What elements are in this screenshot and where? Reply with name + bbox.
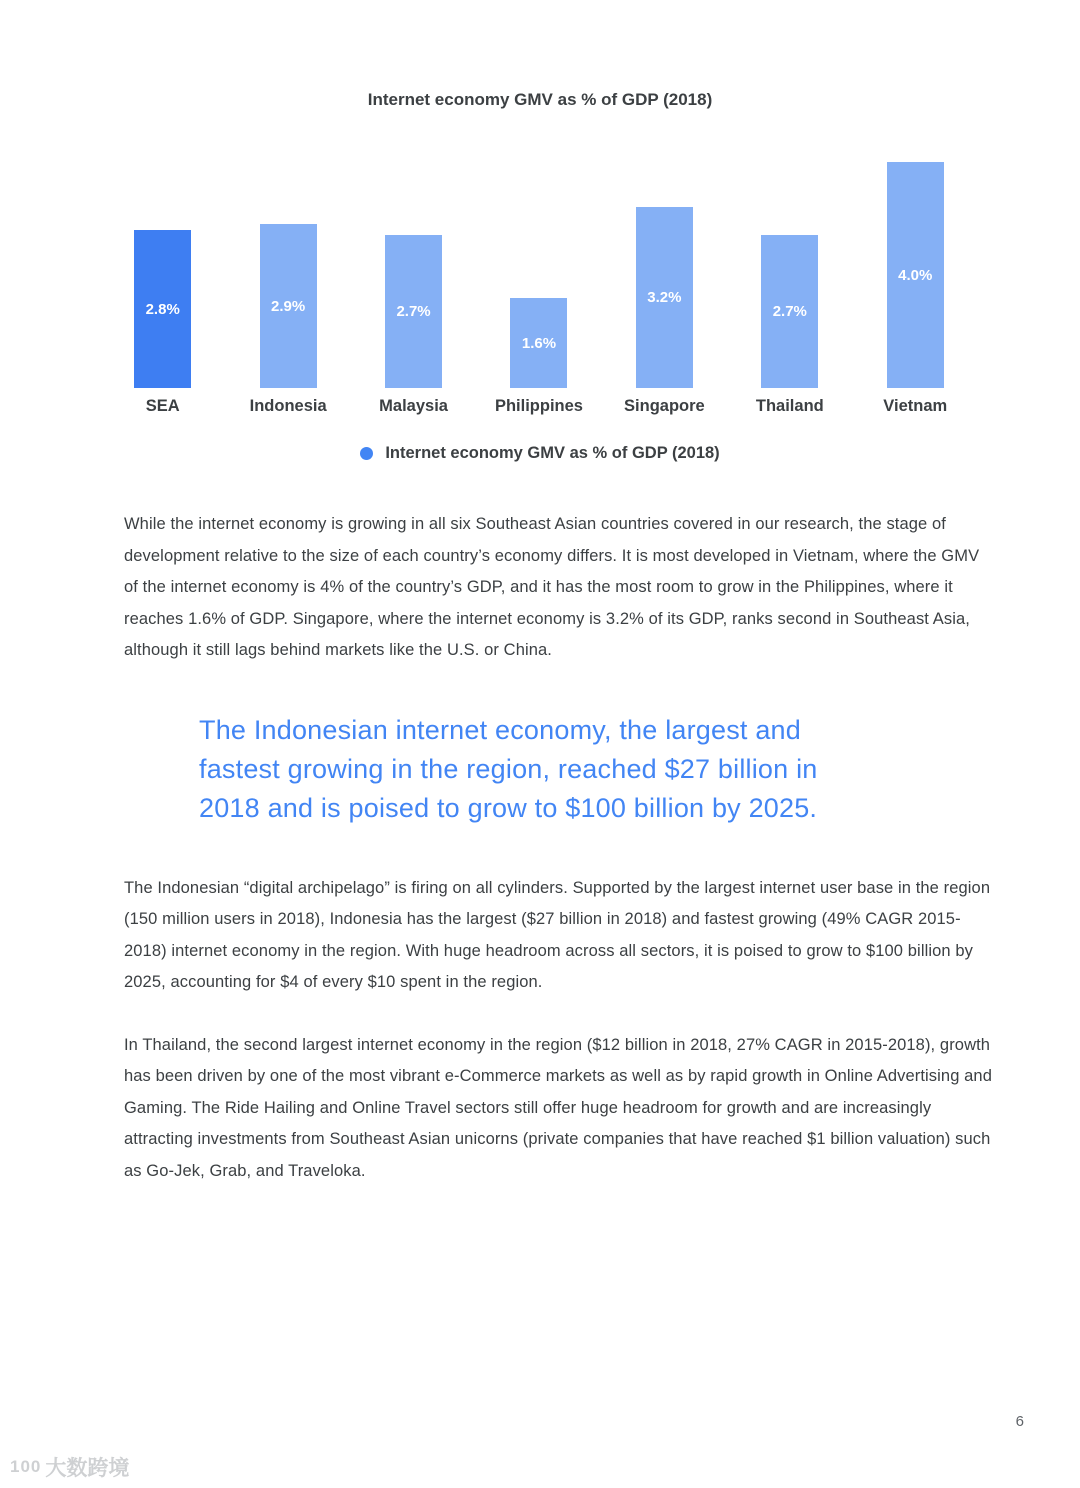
bar-value-label: 2.8% [145, 300, 180, 318]
watermark-logo-icon: 100 [10, 1457, 42, 1476]
bar-value-label: 1.6% [521, 334, 557, 352]
page-number: 6 [1015, 1413, 1024, 1430]
legend-dot-icon [360, 447, 373, 460]
bar-area [134, 162, 191, 388]
bar-value-label: 3.2% [647, 289, 682, 306]
bar-chart [100, 162, 978, 416]
watermark-text: 大数跨境 [45, 1457, 130, 1480]
bar-sea [134, 230, 191, 388]
body-copy [124, 509, 996, 1187]
bar-indonesia [260, 224, 317, 388]
category-label: Indonesia [249, 397, 327, 415]
bar-philippines [510, 298, 567, 388]
chart-column [602, 162, 727, 416]
category-label: Malaysia [379, 397, 448, 415]
chart-title: Internet economy GMV as % of GDP (2018) [367, 90, 713, 109]
category-label: SEA [145, 397, 180, 415]
category-label: Vietnam [883, 397, 948, 415]
chart-column [727, 162, 852, 416]
category-label: Thailand [755, 397, 824, 415]
report-page [0, 90, 1080, 1488]
bar-area [887, 162, 944, 388]
chart-column [476, 162, 601, 416]
bar-value-label: 2.7% [396, 303, 431, 320]
watermark [10, 1452, 129, 1482]
category-label: Philippines [494, 397, 583, 415]
chart-column [853, 162, 978, 416]
bar-area [761, 162, 818, 388]
pull-quote: The Indonesian internet economy, the largest and fastest growing in the region, reached $27 billion in 2018 and is poised to grow to $100 billion by 2025. [199, 714, 818, 823]
bar-value-label: 2.7% [772, 303, 807, 320]
bar-area [510, 162, 567, 388]
chart-column [351, 162, 476, 416]
bar-area [385, 162, 442, 388]
bar-singapore [636, 207, 693, 388]
legend-label: Internet economy GMV as % of GDP (2018) [385, 444, 720, 462]
body-paragraph-3: In Thailand, the second largest internet economy in the region ($12 billion in 2018, 27% CAGR in 2015-2018), growth has been driven by one of the most vibrant e-Commerce markets as well as by rapid growth in Online Advertising and Gaming. The Ride Hailing and Online Travel sectors still offer huge headroom for growth and are increasingly attracting investments from Southeast Asian unicorns (private companies that have reached $1 billion valuation) such as Go-Jek, Grab, and Traveloka. [124, 1035, 992, 1180]
bar-area [260, 162, 317, 388]
bar-vietnam [887, 162, 944, 388]
body-paragraph-1: While the internet economy is growing in all six Southeast Asian countries covered in our research, the stage of development relative to the size of each country’s economy differs. It is most developed in Vietnam, where the GMV of the internet economy is 4% of the country’s GDP, and it has the most room to grow in the Philippines, where it reaches 1.6% of GDP. Singapore, where the internet economy is 3.2% of its GDP, ranks second in Southeast Asia, although it still lags behind markets like the U.S. or China. [124, 515, 980, 659]
chart-column [225, 162, 350, 416]
bar-area [636, 162, 693, 388]
body-paragraph-2: The Indonesian “digital archipelago” is firing on all cylinders. Supported by the largest internet user base in the region (150 million users in 2018), Indonesia has the largest ($27 billion in 2018) and fastest growing (49% CAGR 2015-2018) internet economy in the region. With huge headroom across all sectors, it is poised to grow to $100 billion by 2025, accounting for $4 of every $10 spent in the region. [124, 878, 991, 991]
bar-thailand [761, 235, 818, 388]
bar-value-label: 4.0% [898, 266, 933, 284]
chart-column [100, 162, 225, 416]
chart-legend [0, 444, 1080, 463]
bar-malaysia [385, 235, 442, 388]
bar-value-label: 2.9% [271, 297, 306, 315]
category-label: Singapore [624, 397, 705, 415]
